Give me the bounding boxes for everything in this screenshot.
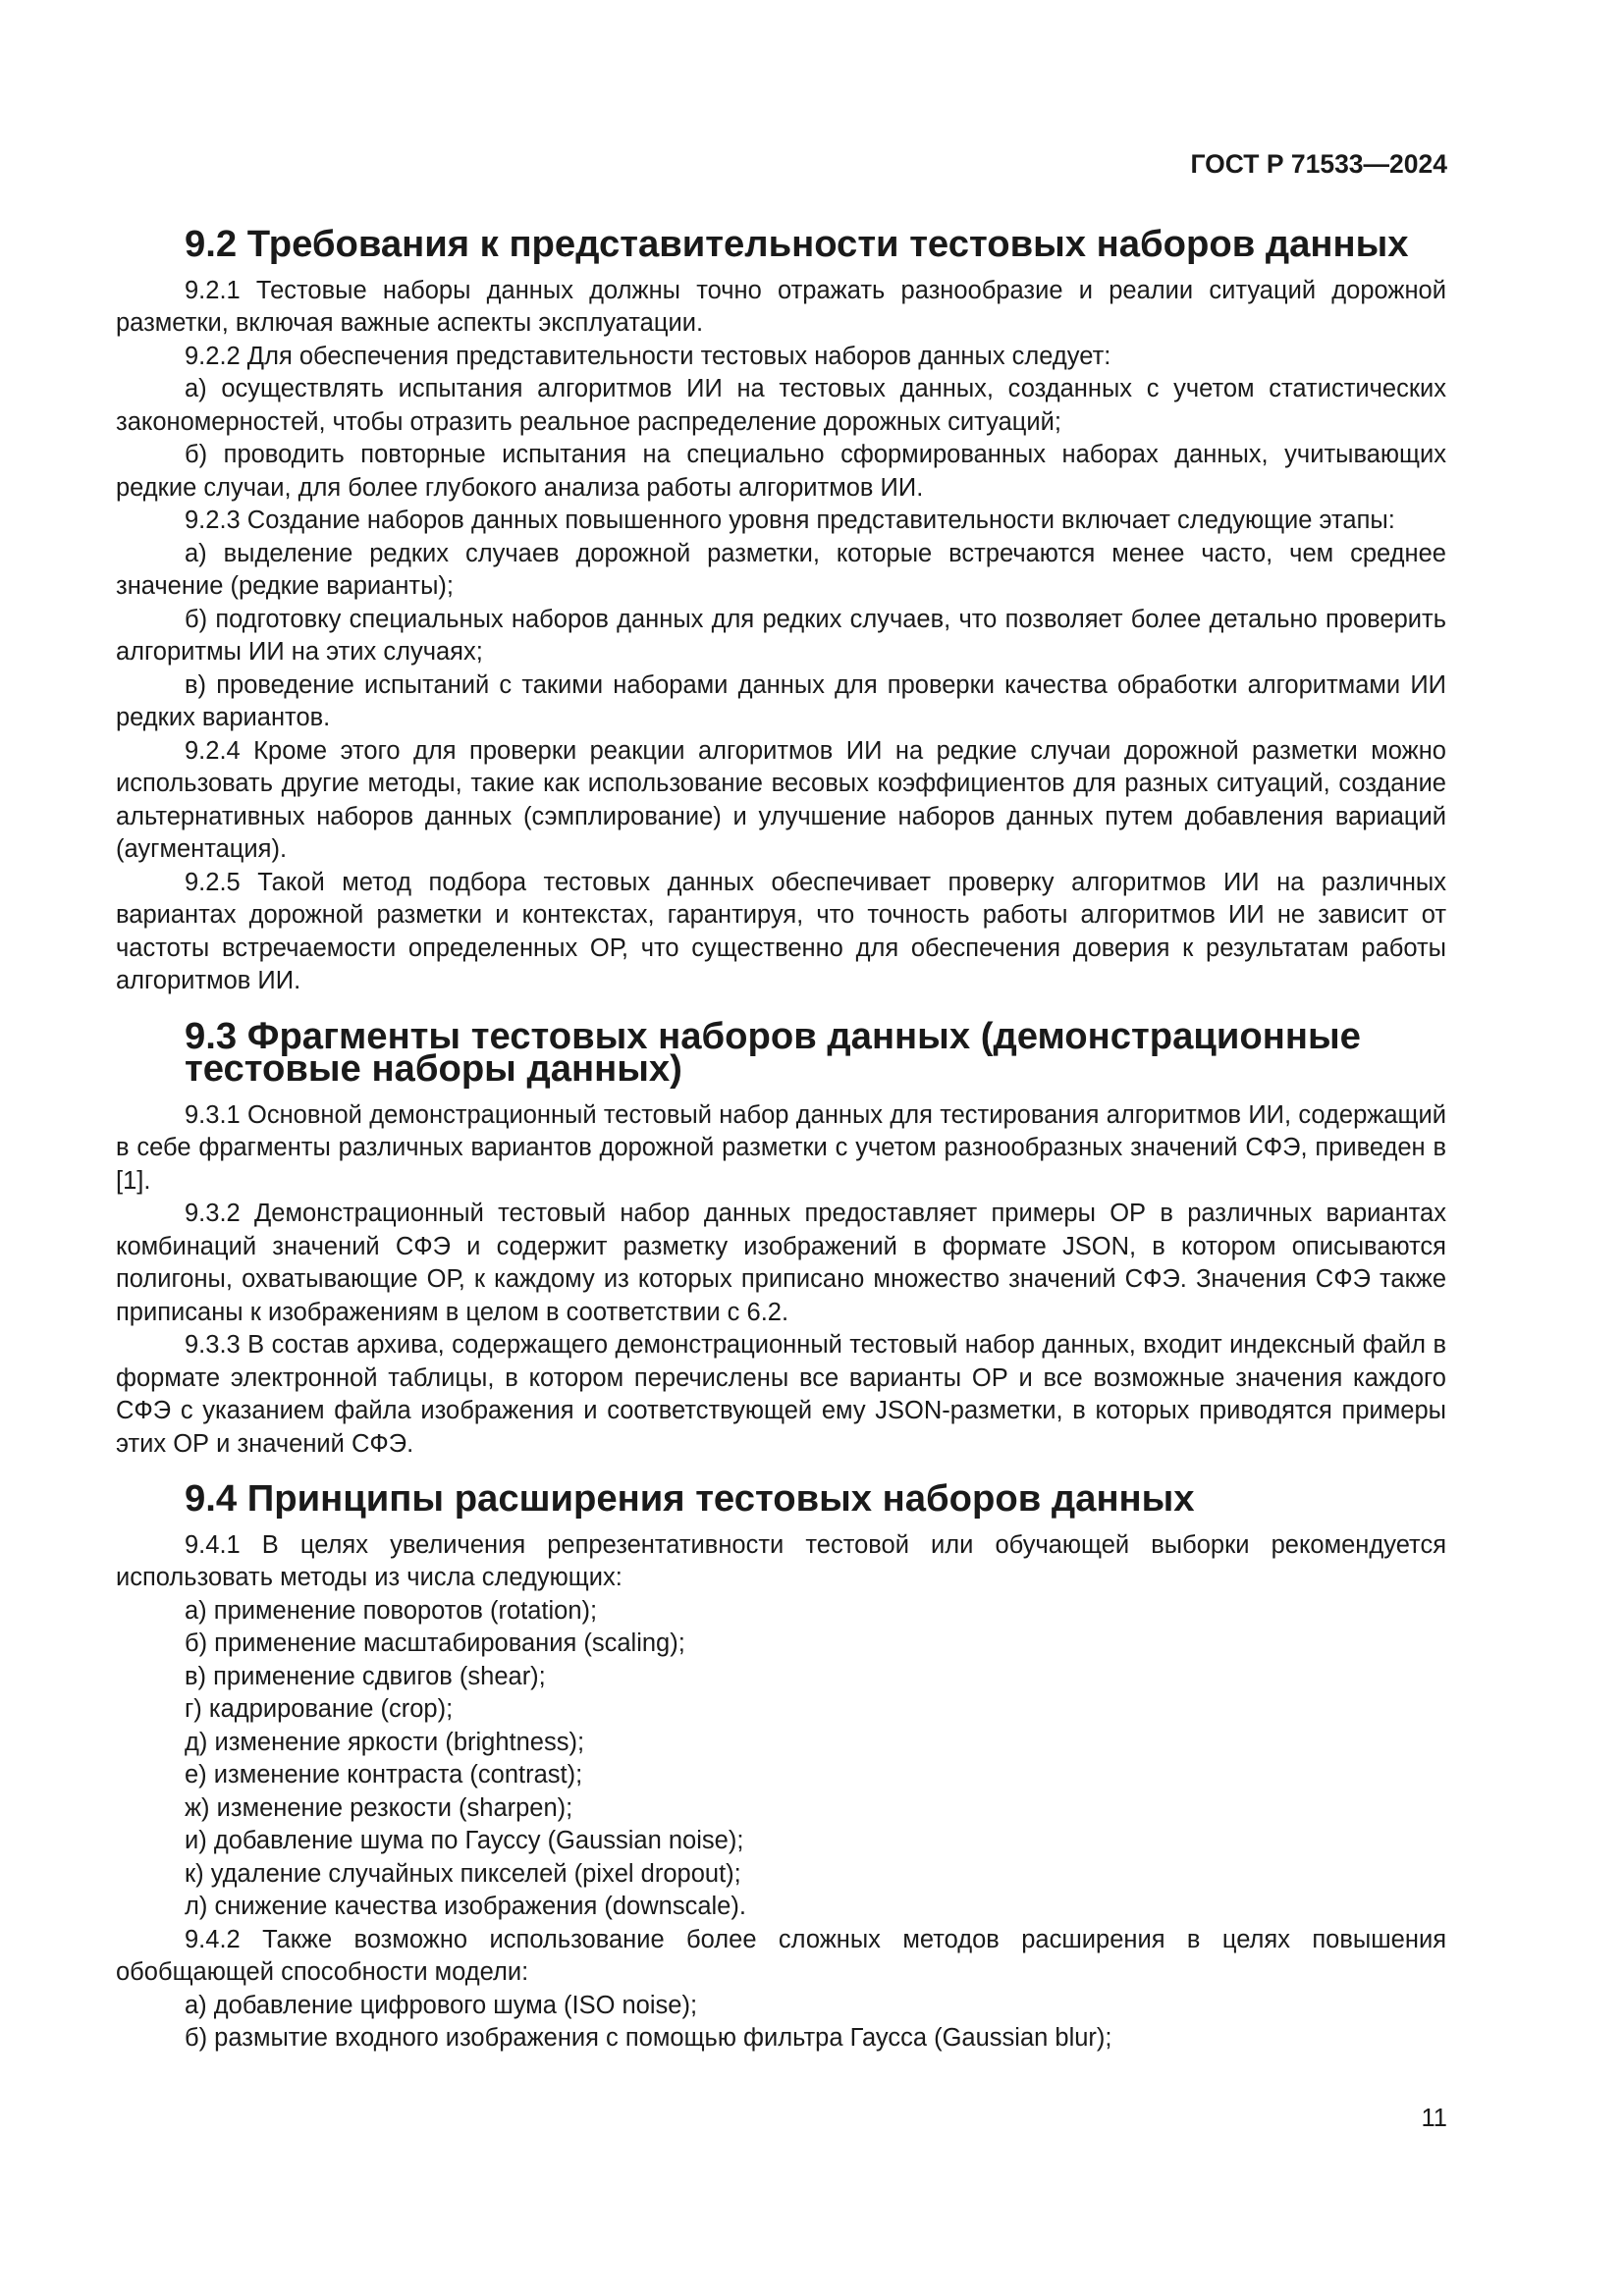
list-item: б) проводить повторные испытания на специально сформированных наборах данных, учитывающих редкие случаи, для более глубокого анализа работы алгоритмов ИИ. (116, 441, 1446, 502)
list-item: а) выделение редких случаев дорожной разметки, которые встречаются менее часто, чем среднее значение (редкие варианты); (116, 539, 1446, 600)
paragraph: 9.2.5 Такой метод подбора тестовых данных обеспечивает проверку алгоритмов ИИ на различных вариантах дорожной разметки и контекстах, гарантируя, что точность работы алгоритмов ИИ не зависит от частоты встречаемости определенных ОР, что существенно для обеспечения доверия к результатам работы алгоритмов ИИ. (116, 868, 1446, 994)
list-item: е) изменение контраста (contrast); (185, 1761, 583, 1789)
list-item: к) удаление случайных пикселей (pixel dropout); (185, 1859, 741, 1888)
paragraph: 9.2.3 Создание наборов данных повышенного уровня представительности включает следующие этапы: (185, 507, 1395, 534)
list-item: а) добавление цифрового шума (ISO noise); (185, 1991, 698, 2019)
list-item: г) кадрирование (crop); (185, 1695, 454, 1723)
section-heading: 9.3 Фрагменты тестовых наборов данных (демонстрационные тестовые наборы данных) (185, 1014, 1361, 1090)
paragraph: 9.3.2 Демонстрационный тестовый набор данных предоставляет примеры ОР в различных вариантах комбинаций значений СФЭ и содержит разметку изображений в формате JSON, в котором описываются полигоны, охватывающие ОР, к каждому из которых приписано множество значений СФЭ. Значения СФЭ также приписаны к изображениям в целом в соответствии с 6.2. (116, 1200, 1446, 1326)
section-9-3 (116, 1014, 1446, 1462)
document-number: ГОСТ Р 71533—2024 (1190, 149, 1447, 179)
list-item: а) осуществлять испытания алгоритмов ИИ на тестовых данных, созданных с учетом статистических закономерностей, чтобы отразить реальное распределение дорожных ситуаций; (116, 375, 1446, 436)
list-item: в) применение сдвигов (shear); (185, 1662, 546, 1690)
paragraph: 9.4.2 Также возможно использование более сложных методов расширения в целях повышения обобщающей способности модели: (116, 1925, 1446, 1986)
paragraph: 9.3.3 В состав архива, содержащего демонстрационный тестовый набор данных, входит индексный файл в формате электронной таблицы, в котором перечислены все варианты ОР и все возможные значения каждого СФЭ с указанием файла изображения и соответствующей ему JSON-разметки, в которых приводятся примеры этих ОР и значений СФЭ. (116, 1331, 1446, 1458)
paragraph: 9.2.2 Для обеспечения представительности тестовых наборов данных следует: (185, 342, 1111, 370)
list-item: л) снижение качества изображения (downscale). (185, 1893, 746, 1920)
paragraph: 9.2.4 Кроме этого для проверки реакции алгоритмов ИИ на редкие случаи дорожной разметки можно использовать другие методы, такие как использование весовых коэффициентов для разных ситуаций, создание альтернативных наборов данных (сэмплирование) и улучшение наборов данных путем добавления вариаций (аугментация). (116, 736, 1446, 863)
section-9-4 (116, 1477, 1446, 2056)
section-heading: 9.2 Требования к представительности тестовых наборов данных (185, 223, 1409, 265)
list-item: ж) изменение резкости (sharpen); (185, 1793, 573, 1822)
list-item: б) подготовку специальных наборов данных для редких случаев, что позволяет более детально проверить алгоритмы ИИ на этих случаях; (116, 605, 1446, 666)
section-9-2 (116, 223, 1446, 998)
list-item: а) применение поворотов (rotation); (185, 1596, 598, 1625)
paragraph: 9.3.1 Основной демонстрационный тестовый набор данных для тестирования алгоритмов ИИ, содержащий в себе фрагменты различных вариантов дорожной разметки с учетом разнообразных значений СФЭ, приведен в [1]. (116, 1100, 1446, 1195)
list-item: б) размытие входного изображения с помощью фильтра Гаусса (Gaussian blur); (185, 2024, 1112, 2052)
page-content (116, 223, 1446, 2056)
list-item: и) добавление шума по Гауссу (Gaussian noise); (185, 1827, 744, 1854)
list-item: в) проведение испытаний с такими наборами данных для проверки качества обработки алгоритмами ИИ редких вариантов. (116, 670, 1446, 731)
page-number: 11 (1421, 2105, 1447, 2132)
list-item: б) применение масштабирования (scaling); (185, 1629, 685, 1657)
list-item: д) изменение яркости (brightness); (185, 1728, 585, 1756)
paragraph: 9.4.1 В целях увеличения репрезентативности тестовой или обучающей выборки рекомендуется использовать методы из числа следующих: (116, 1530, 1446, 1591)
paragraph: 9.2.1 Тестовые наборы данных должны точно отражать разнообразие и реалии ситуаций дорожной разметки, включая важные аспекты эксплуатации. (116, 276, 1446, 337)
section-heading: 9.4 Принципы расширения тестовых наборов данных (185, 1477, 1195, 1520)
